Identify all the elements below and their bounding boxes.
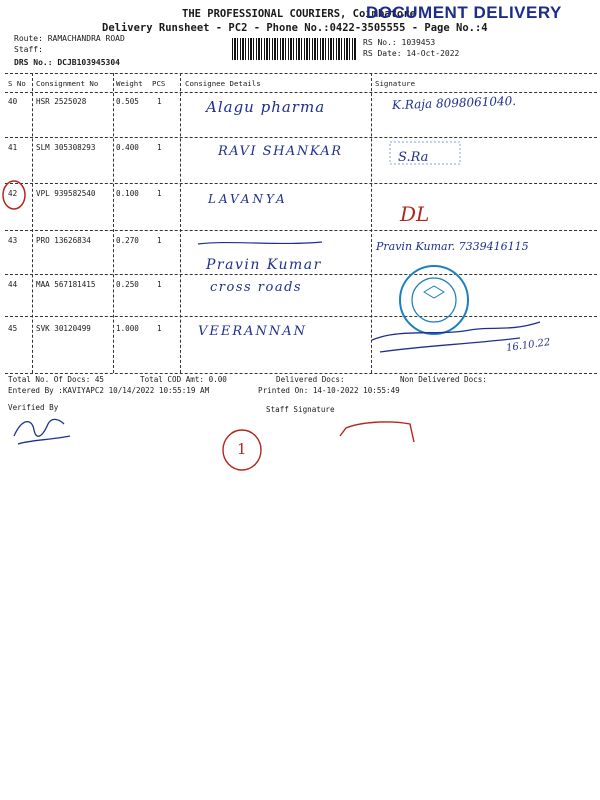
col-header-signature: Signature [375, 79, 416, 88]
row-pcs: 1 [157, 97, 162, 106]
staff-signature-label: Staff Signature [266, 405, 335, 414]
row-signature: K.Raja 8098061040. [391, 93, 517, 113]
courier-round-stamp [400, 266, 468, 334]
row-pcs: 1 [157, 280, 162, 289]
col-header-sno: S No [8, 79, 26, 88]
row-pcs: 1 [157, 143, 162, 152]
col-header-weight: Weight [116, 79, 143, 88]
row-consignee-handwritten: Alagu pharma [206, 98, 326, 116]
verified-signature-scribble [14, 419, 70, 444]
route-label: Route: RAMACHANDRA ROAD [14, 34, 125, 43]
row-signature: Pravin Kumar. 7339416115 [376, 240, 529, 253]
verified-by-label: Verified By [8, 403, 59, 412]
row-signature-date: 16.10.22 [505, 336, 552, 355]
red-annotation-number: 1 [237, 440, 247, 458]
row-consignment: MAA 567181415 [36, 280, 96, 289]
row-consignee-handwritten: LAVANYA [208, 192, 288, 206]
row-sno: 43 [8, 236, 18, 245]
staff-label: Staff: [14, 45, 43, 54]
row-consignment: VPL 939582540 [36, 189, 96, 198]
delivered-docs: Delivered Docs: [276, 375, 345, 384]
row-signature-red: DL [400, 202, 430, 226]
row-consignment: SVK 30120499 [36, 324, 91, 333]
row-sno: 45 [8, 324, 18, 333]
row-weight: 0.270 [116, 236, 139, 245]
total-cod: Total COD Amt: 0.00 [140, 375, 227, 384]
row-weight: 1.000 [116, 324, 139, 333]
non-delivered-docs: Non Delivered Docs: [400, 375, 487, 384]
row-consignee-handwritten: Pravin Kumar [206, 257, 322, 273]
row-weight: 0.250 [116, 280, 139, 289]
row-consignment: SLM 305308293 [36, 143, 96, 152]
company-name: THE PROFESSIONAL COURIERS, Coimbatore [182, 8, 416, 20]
row-pcs: 1 [157, 236, 162, 245]
rs-date: RS Date: 14-Oct-2022 [363, 49, 460, 58]
row-pcs: 1 [157, 324, 162, 333]
row-sno: 41 [8, 143, 18, 152]
row-signature: S.Ra [398, 150, 429, 165]
printed-on: Printed On: 14-10-2022 10:55:49 [258, 386, 400, 395]
row-sno: 42 [8, 189, 18, 198]
faint-stamp [390, 142, 460, 164]
row-consignment: PRO 13626834 [36, 236, 91, 245]
red-bracket-mark [340, 422, 414, 442]
drs-number: DRS No.: DCJB103945304 [14, 58, 120, 67]
strikethrough-mark [198, 242, 322, 244]
col-header-consignee: Consignee Details [185, 79, 261, 88]
document-delivery-stamp: DOCUMENT DELIVERY [366, 3, 562, 22]
row-weight: 0.505 [116, 97, 139, 106]
row-consignee-handwritten: cross roads [210, 280, 303, 295]
col-header-pcs: PCS [152, 79, 166, 88]
red-circle-mark [3, 181, 25, 209]
row-weight: 0.100 [116, 189, 139, 198]
row-consignee-handwritten: RAVI SHANKAR [218, 144, 343, 159]
total-docs: Total No. Of Docs: 45 [8, 375, 105, 384]
row-consignee-handwritten: VEERANNAN [198, 324, 308, 339]
row-sno: 40 [8, 97, 18, 106]
row-weight: 0.400 [116, 143, 139, 152]
entered-by: Entered By :KAVIYAPC2 10/14/2022 10:55:19 AM [8, 386, 210, 395]
row-consignment: HSR 2525028 [36, 97, 87, 106]
row-pcs: 1 [157, 189, 162, 198]
rs-number: RS No.: 1039453 [363, 38, 436, 47]
col-header-consignment: Consignment No [36, 79, 99, 88]
runsheet-subtitle: Delivery Runsheet - PC2 - Phone No.:0422-3505555 - Page No.:4 [102, 22, 488, 34]
row-sno: 44 [8, 280, 18, 289]
